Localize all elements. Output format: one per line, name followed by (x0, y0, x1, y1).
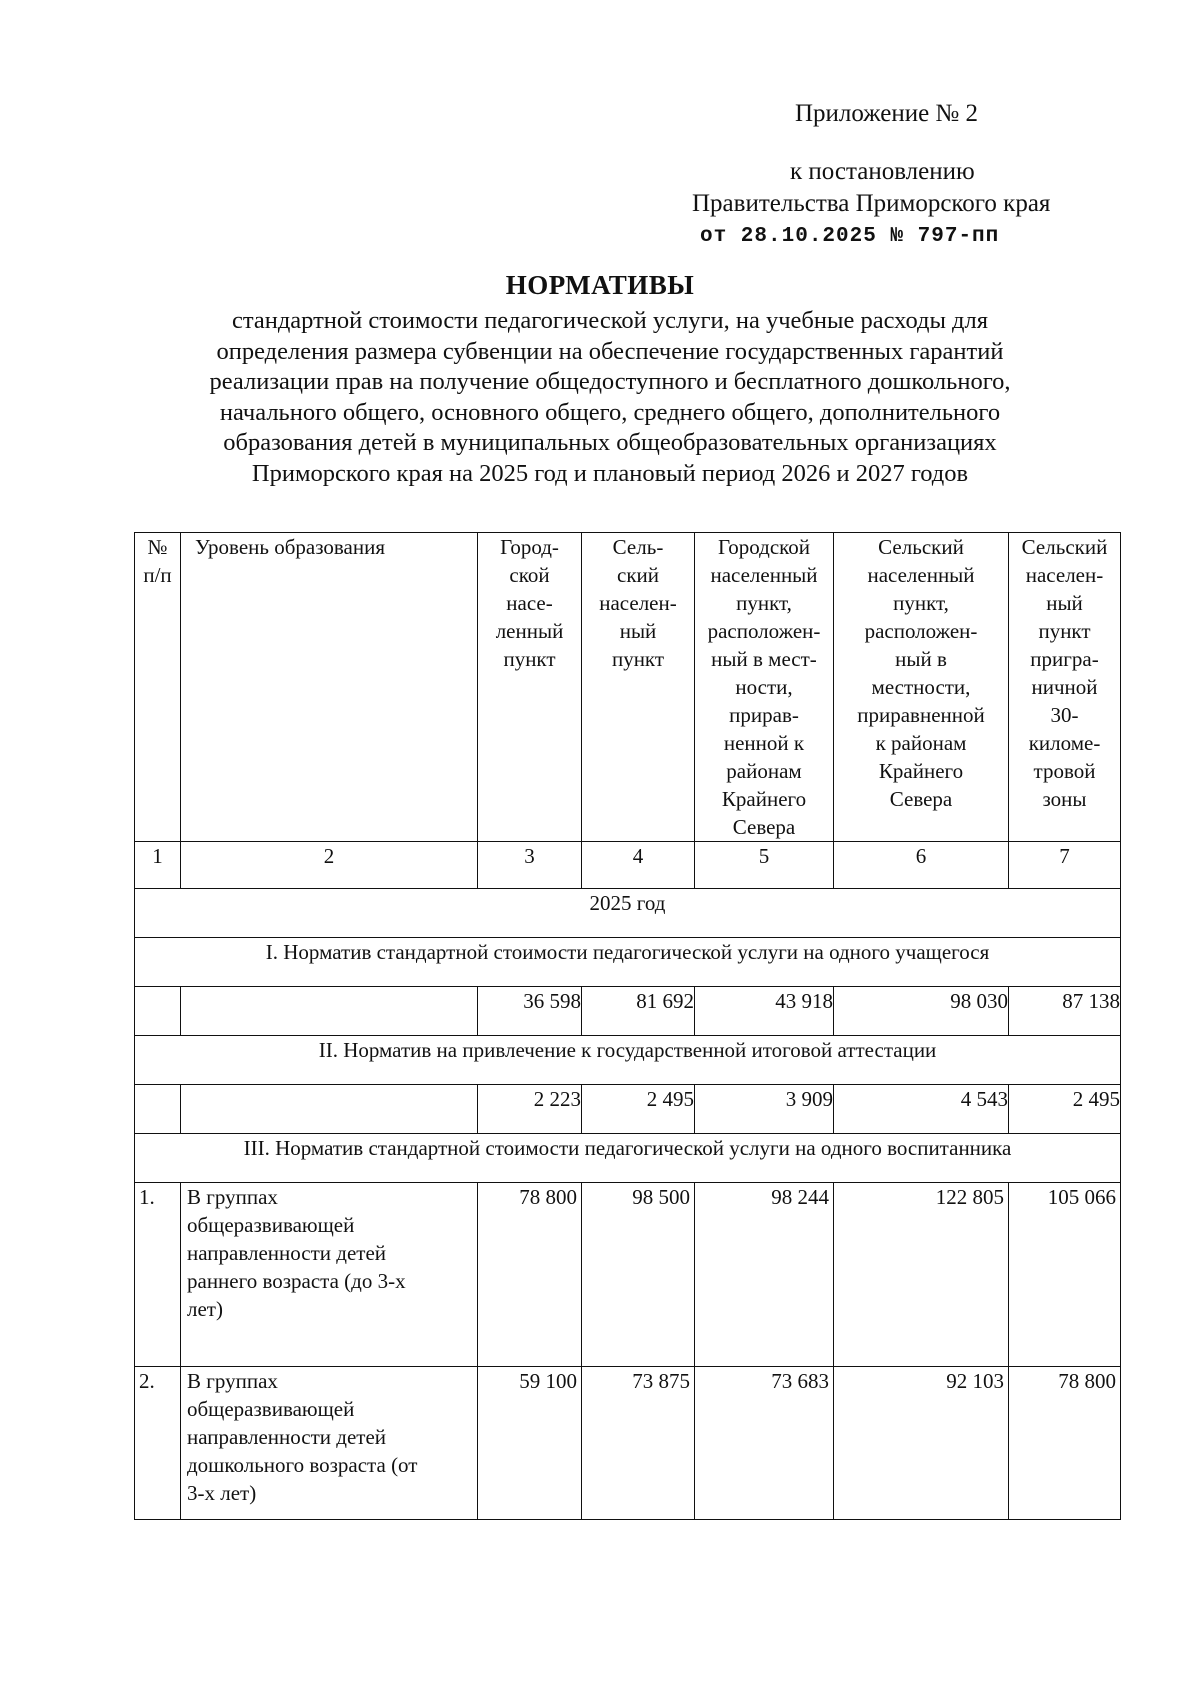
appendix-to-resolution: к постановлению (790, 158, 975, 185)
document-subtitle (130, 306, 1090, 489)
empty-cell (181, 1085, 478, 1134)
header-cell-number: № п/п (135, 533, 181, 842)
subtitle-line: Приморского края на 2025 год и плановый период 2026 и 2027 годов (251, 459, 969, 487)
section-3-title: III. Норматив стандартной стоимости педагогической услуги на одного воспитанника (135, 1134, 1121, 1183)
appendix-date-number: от 28.10.2025 № 797-пп (700, 225, 1000, 248)
column-number: 4 (582, 842, 695, 889)
value-cell: 2 495 (1009, 1085, 1121, 1134)
value-cell: 73 683 (695, 1367, 834, 1520)
section-2-title: II. Норматив на привлечение к государственной итоговой аттестации (135, 1036, 1121, 1085)
document-title: НОРМАТИВЫ (505, 270, 695, 300)
column-number: 3 (478, 842, 582, 889)
header-cell-urban: Город- ской насе- ленный пункт (478, 533, 582, 842)
column-number-row (135, 842, 1121, 889)
value-cell: 2 223 (478, 1085, 582, 1134)
column-number: 6 (834, 842, 1009, 889)
row-description: В группах общеразвивающей направленности детей раннего возраста (до 3-х лет) (181, 1183, 478, 1367)
section-title-row (135, 1134, 1121, 1183)
header-cell-rural-north: Сельский населенный пункт, расположен- ный в местности, приравненной к районам Крайнего Севера (834, 533, 1009, 842)
table-header-row (135, 533, 1121, 842)
table-row (135, 1367, 1121, 1520)
empty-cell (181, 987, 478, 1036)
section-title-row (135, 938, 1121, 987)
appendix-government: Правительства Приморского края (692, 190, 1051, 217)
header-cell-level: Уровень образования (181, 533, 478, 842)
value-cell: 81 692 (582, 987, 695, 1036)
value-cell: 98 244 (695, 1183, 834, 1367)
value-cell: 36 598 (478, 987, 582, 1036)
value-cell: 105 066 (1009, 1183, 1121, 1367)
year-label: 2025 год (135, 889, 1121, 938)
value-cell: 59 100 (478, 1367, 582, 1520)
row-description: В группах общеразвивающей направленности детей дошкольного возраста (от 3-х лет) (181, 1367, 478, 1520)
year-row (135, 889, 1121, 938)
column-number: 5 (695, 842, 834, 889)
column-number: 1 (135, 842, 181, 889)
table-row (135, 1183, 1121, 1367)
value-cell: 122 805 (834, 1183, 1009, 1367)
value-cell: 98 030 (834, 987, 1009, 1036)
table-row (135, 987, 1121, 1036)
value-cell: 92 103 (834, 1367, 1009, 1520)
subtitle-line: начального общего, основного общего, среднего общего, дополнительного (219, 398, 1001, 426)
value-cell: 78 800 (1009, 1367, 1121, 1520)
section-title-row (135, 1036, 1121, 1085)
section-1-title: I. Норматив стандартной стоимости педагогической услуги на одного учащегося (135, 938, 1121, 987)
row-number: 2. (135, 1367, 181, 1520)
column-number: 7 (1009, 842, 1121, 889)
value-cell: 87 138 (1009, 987, 1121, 1036)
empty-cell (135, 987, 181, 1036)
value-cell: 3 909 (695, 1085, 834, 1134)
header-cell-urban-north: Городской населенный пункт, расположен- ный в мест- ности, прирав- ненной к районам Крайнего Севера (695, 533, 834, 842)
subtitle-line: реализации прав на получение общедоступного и бесплатного дошкольного, (209, 368, 1011, 395)
norms-table (134, 532, 1121, 1520)
value-cell: 78 800 (478, 1183, 582, 1367)
subtitle-line: определения размера субвенции на обеспечение государственных гарантий (216, 337, 1004, 365)
table-row (135, 1085, 1121, 1134)
row-number: 1. (135, 1183, 181, 1367)
subtitle-line: образования детей в муниципальных общеобразовательных организациях (223, 429, 997, 456)
value-cell: 43 918 (695, 987, 834, 1036)
header-cell-rural-border: Сельский населен- ный пункт пригра- ничной 30- киломе- тровой зоны (1009, 533, 1121, 842)
value-cell: 2 495 (582, 1085, 695, 1134)
column-number: 2 (181, 842, 478, 889)
subtitle-line: стандартной стоимости педагогической услуги, на учебные расходы для (231, 307, 989, 334)
appendix-number: Приложение № 2 (795, 100, 979, 127)
empty-cell (135, 1085, 181, 1134)
value-cell: 98 500 (582, 1183, 695, 1367)
value-cell: 73 875 (582, 1367, 695, 1520)
header-cell-rural: Сель- ский населен- ный пункт (582, 533, 695, 842)
value-cell: 4 543 (834, 1085, 1009, 1134)
